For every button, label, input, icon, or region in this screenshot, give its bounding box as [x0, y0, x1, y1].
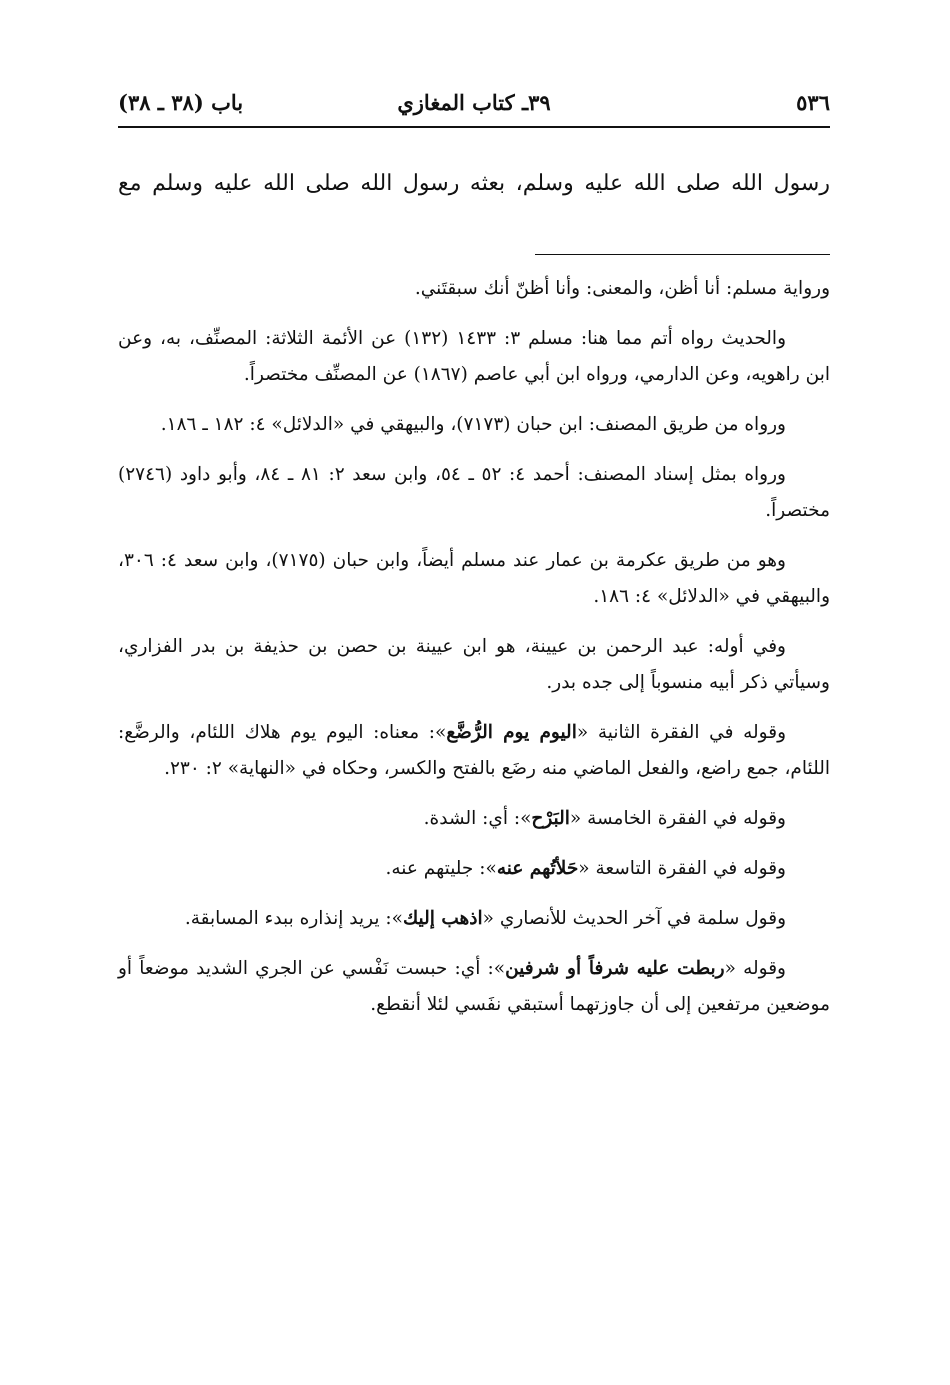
footnote-paragraph [118, 801, 830, 837]
page-header [118, 84, 830, 124]
footnote-text: ورواه بمثل إسناد المصنف: أحمد ٤: ٥٢ ـ ٥٤، وابن سعد ٢: ٨١ ـ ٨٤، وأبو داود (٢٧٤٦) مختصراً. [118, 464, 830, 521]
footnote-paragraph [118, 951, 830, 1023]
footnote-quoted-term: البَرْح [531, 808, 570, 829]
footnote-paragraph [118, 851, 830, 887]
footnote-text: وفي أوله: عبد الرحمن بن عيينة، هو ابن عيينة بن حصن بن حذيفة بن بدر الفزاري، وسيأتي ذكر أبيه منسوباً إلى جده بدر. [118, 636, 830, 693]
footnote-paragraph [118, 407, 830, 443]
footnote-text: وقوله في الفقرة الثانية « [576, 722, 786, 743]
footnote-paragraph [118, 543, 830, 615]
footnote-paragraph [118, 457, 830, 529]
footnote-text: »: أي: الشدة. [423, 808, 532, 829]
header-divider [118, 126, 830, 128]
book-title: ٣٩ـ كتاب المغازي [397, 90, 551, 115]
footnote-text: وقوله « [724, 958, 786, 979]
footnote-text: وقوله في الفقرة التاسعة « [578, 858, 786, 879]
footnote-quoted-term: ربطت عليه شرفاً أو شرفين [505, 958, 725, 979]
footnote-paragraph [118, 271, 830, 307]
footnote-paragraph [118, 629, 830, 701]
page-number: ٥٣٦ [796, 90, 830, 115]
main-text: رسول الله صلى الله عليه وسلم، بعثه رسول الله صلى الله عليه وسلم مع [118, 171, 830, 196]
footnotes-section [118, 271, 830, 1023]
footnote-text: »: جليتهم عنه. [385, 858, 497, 879]
footnote-text: وقول سلمة في آخر الحديث للأنصاري « [482, 908, 786, 929]
footnote-text: »: يريد إنذاره ببدء المسابقة. [184, 908, 403, 929]
footnote-paragraph [118, 715, 830, 787]
footnote-text: ورواه من طريق المصنف: ابن حبان (٧١٧٣)، والبيهقي في «الدلائل» ٤: ١٨٢ ـ ١٨٦. [160, 414, 786, 435]
footnote-quoted-term: اليوم يوم الرُّضَّع [446, 722, 577, 743]
footnote-paragraph [118, 321, 830, 393]
footnote-paragraph [118, 901, 830, 937]
book-page [118, 84, 830, 1344]
footnote-text: وهو من طريق عكرمة بن عمار عند مسلم أيضاً، وابن حبان (٧١٧٥)، وابن سعد ٤: ٣٠٦، والبيهقي في «الدلائل» ٤: ١٨٦. [118, 550, 830, 607]
footnote-quoted-term: حَلأتُهم عنه [496, 858, 579, 879]
chapter-title: باب (٣٨ ـ ٣٨) [118, 90, 244, 115]
footnote-text: »: أي: حبست نَفْسي عن الجري الشديد موضعاً أو موضعين مرتفعين إلى أن جاوزتهما أستبقي نفَسي لئلا أنقطع. [118, 958, 830, 1015]
footnote-text: والحديث رواه أتم مما هنا: مسلم ٣: ١٤٣٣ (١٣٢) عن الأئمة الثلاثة: المصنِّف، به، وعن ابن راهويه، وعن الدارمي، ورواه ابن أبي عاصم (١٨٦٧) عن المصنِّف مختصراً. [118, 328, 830, 385]
footnote-divider [535, 254, 830, 255]
footnote-text: ورواية مسلم: أنا أظن، والمعنى: وأنا أظنّ أنك سبقتَني. [414, 278, 830, 299]
footnote-text: وقوله في الفقرة الخامسة « [569, 808, 786, 829]
footnote-text: »: معناه: اليوم يوم هلاك اللئام، والرضَّع: اللئام، جمع راضع، والفعل الماضي منه رضَع بالفتح والكسر، وحكاه في «النهاية» ٢: ٢٣٠. [118, 722, 830, 779]
footnote-quoted-term: اذهب إليك [402, 908, 483, 929]
